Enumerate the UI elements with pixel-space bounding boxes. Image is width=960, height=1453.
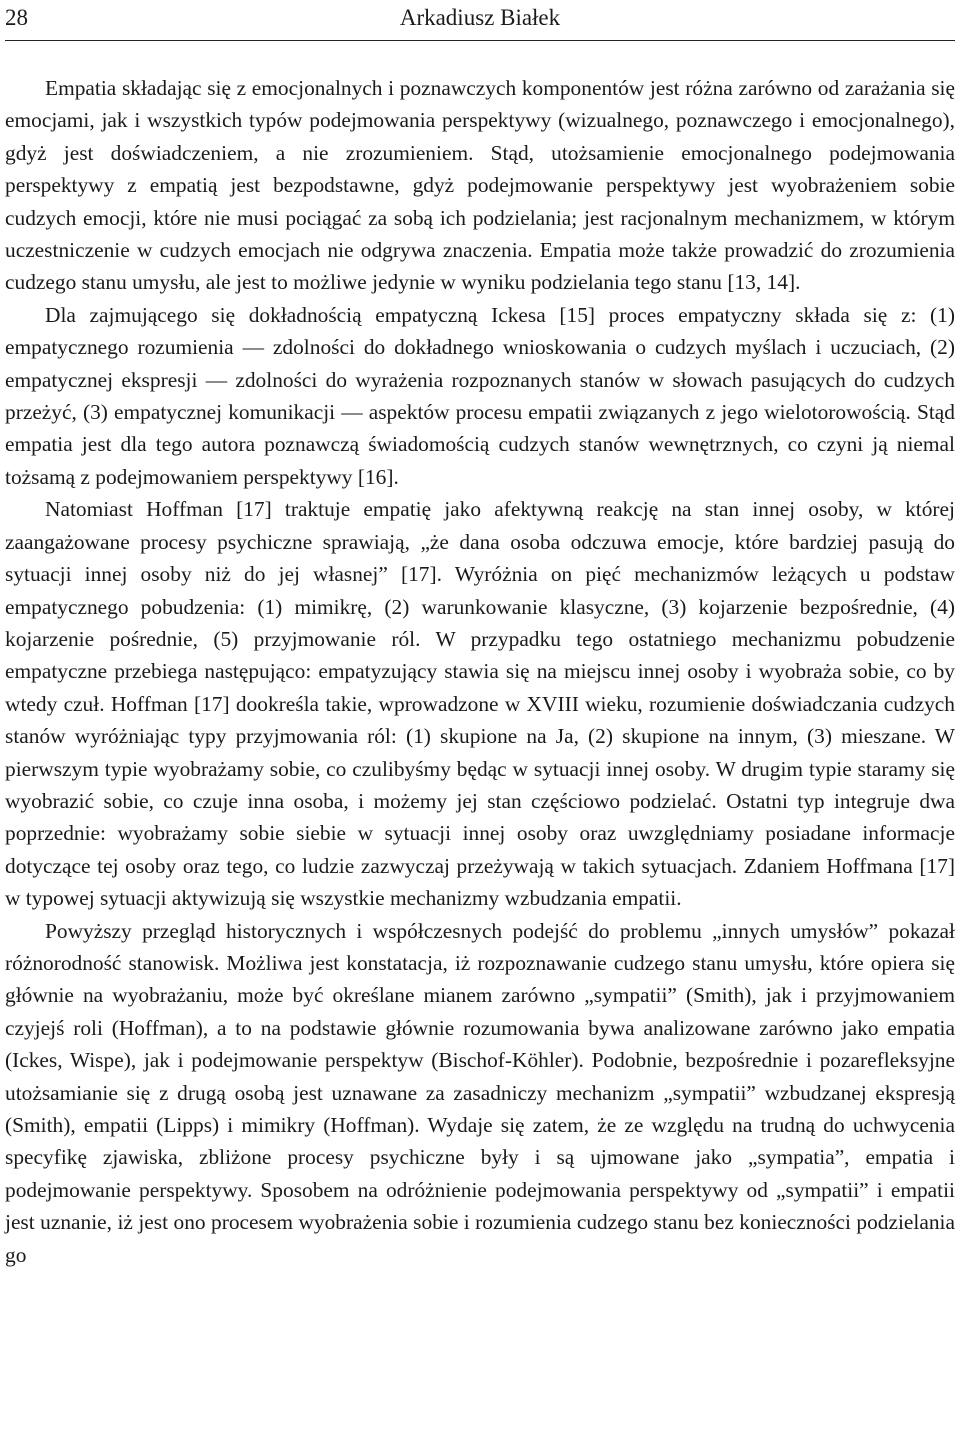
running-title-author: Arkadiusz Białek (399, 5, 561, 30)
page-number: 28 (5, 5, 28, 30)
paragraph-ickes: Dla zajmującego się dokładnością empatyczną Ickesa [15] proces empatyczny składa się z: (1) empatycznego rozumienia — zdolności do dokładnego wnioskowania o cudzych myślach i uczuciach, (2) empatycznej ekspresji — zdolności do wyrażenia rozpoznanych stanów w słowach pasujących do cudzych przeżyć, (3) empatycznej komunikacji — aspektów procesu empatii związanych z jego wielotorowością. Stąd empatia jest dla tego autora poznawczą świadomością cudzych stanów wewnętrznych, co czyni ją niemal tożsamą z podejmowaniem perspektywy [16]. (5, 302, 955, 489)
running-header (5, 0, 955, 41)
paragraph-hoffman: Natomiast Hoffman [17] traktuje empatię jako afektywną reakcję na stan innej osoby, w której zaangażowane procesy psychiczne sprawiają, „że dana osoba odczuwa emocje, które bardziej pasują do sytuacji innej osoby niż do jej własnej” [17]. Wyróżnia on pięć mechanizmów leżących u podstaw empatycznego pobudzenia: (1) mimikrę, (2) warunkowanie klasyczne, (3) kojarzenie bezpośrednie, (4) kojarzenie pośrednie, (5) przyjmowanie ról. W przypadku tego ostatniego mechanizmu pobudzenie empatyczne przebiega następująco: empatyzujący stawia się na miejscu innej osoby i wyobraża sobie, co by wtedy czuł. Hoffman [17] dookreśla takie, wprowadzone w XVIII wieku, rozumienie doświadczania cudzych stanów wyróżniając typy przyjmowania ról: (1) skupione na Ja, (2) skupione na innym, (3) mieszane. W pierwszym typie wyobrażamy sobie, co czulibyśmy będąc w sytuacji innej osoby. W drugim typie staramy się wyobrazić sobie, co czuje inna osoba, i możemy jej stan częściowo podzielać. Ostatni typ integruje dwa poprzednie: wyobrażamy sobie siebie w sytuacji innej osoby oraz uwzględniamy posiadane informacje dotyczące tej osoby oraz tego, co ludzie zazwyczaj przeżywają w takich sytuacjach. Zdaniem Hoffmana [17] w typowej sytuacji aktywizują się wszystkie mechanizmy wzbudzania empatii. (5, 497, 955, 911)
body-text (5, 72, 955, 1271)
paragraph-summary: Powyższy przegląd historycznych i współczesnych podejść do problemu „innych umysłów” pokazał różnorodność stanowisk. Możliwa jest konstatacja, iż rozpoznawanie cudzego stanu umysłu, które opiera się głównie na wyobrażaniu, może być określane mianem zarówno „sympatii” (Smith), jak i przyjmowaniem czyjejś roli (Hoffman), a to na podstawie głównie rozumowania bywa analizowane zarówno jako empatia (Ickes, Wispe), jak i podejmowanie perspektyw (Bischof-Köhler). Podobnie, bezpośrednie i pozarefleksyjne utożsamianie się z drugą osobą jest uznawane za zasadniczy mechanizm „sympatii” wzbudzanej ekspresją (Smith), empatii (Lipps) i mimikry (Hoffman). Wydaje się zatem, że ze względu na trudną do uchwycenia specyfikę zjawiska, zbliżone procesy psychiczne były i są ujmowane jako „sympatia”, empatia i podejmowanie perspektywy. Sposobem na odróżnienie podejmowania perspektywy od „sympatii” i empatii jest uznanie, iż jest ono procesem wyobrażenia sobie i rozumienia cudzego stanu bez konieczności podzielania go (5, 918, 955, 1267)
paragraph-empatia-definition: Empatia składając się z emocjonalnych i poznawczych komponentów jest różna zarówno od zarażania się emocjami, jak i wszystkich typów podejmowania perspektywy (wizualnego, poznawczego i emocjonalnego), gdyż jest doświadczeniem, a nie zrozumieniem. Stąd, utożsamienie emocjonalnego podejmowania perspektywy z empatią jest bezpodstawne, gdyż podejmowanie perspektywy jest wyobrażeniem sobie cudzych emocji, które nie musi pociągać za sobą ich podzielania; jest racjonalnym mechanizmem, w którym uczestniczenie w cudzych emocjach nie odgrywa znaczenia. Empatia może także prowadzić do zrozumienia cudzego stanu umysłu, ale jest to możliwe jedynie w wyniku podzielania tego stanu [13, 14]. (5, 76, 955, 295)
